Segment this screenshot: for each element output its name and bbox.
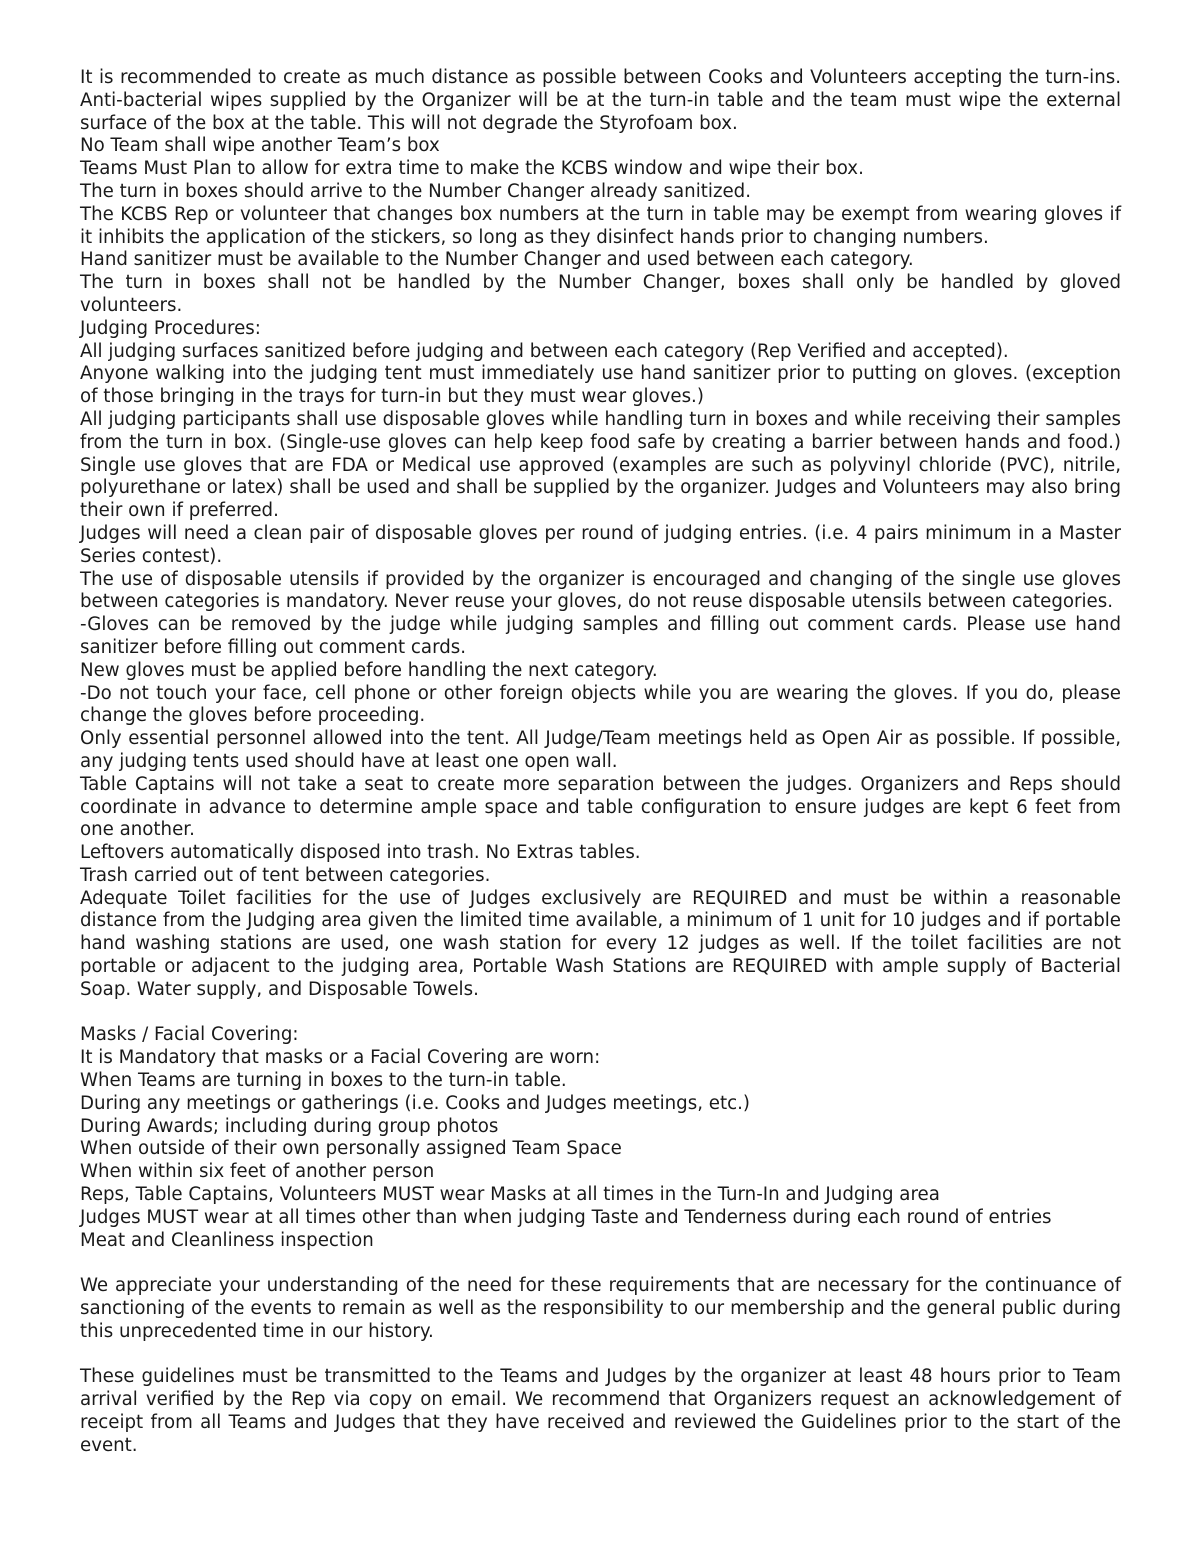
paragraph-no-team-wipe: No Team shall wipe another Team’s box	[80, 135, 440, 157]
blank-line	[80, 1002, 1121, 1025]
masks-item-turn-in: When Teams are turning in boxes to the turn-in table.	[80, 1070, 567, 1092]
masks-heading: Masks / Facial Covering:	[80, 1024, 299, 1046]
judging-procedures-heading: Judging Procedures:	[80, 317, 261, 339]
blank-line	[80, 1344, 1121, 1367]
paragraph-leftovers: Leftovers automatically disposed into trash. No Extras tables.	[80, 842, 641, 864]
masks-section	[80, 1024, 1121, 1252]
turn-in-and-judging-section	[80, 67, 1121, 1002]
paragraph-tent-sanitizer: Anyone walking into the judging tent must immediately use hand sanitizer prior to putting on gloves. (exception of those bringing in the trays for turn-in but they must wear gloves.)	[80, 363, 1121, 408]
masks-item-reps: Reps, Table Captains, Volunteers MUST wear Masks at all times in the Turn-In and Judging area	[80, 1184, 940, 1206]
paragraph-gloves-removed: -Gloves can be removed by the judge while judging samples and filling out comment cards. Please use hand sanitizer before filling out comment cards.	[80, 614, 1121, 658]
transmission-section	[80, 1366, 1121, 1457]
paragraph-toilet-facilities: Adequate Toilet facilities for the use of Judges exclusively are REQUIRED and must be within a reasonable distance from the Judging area given the limited time available, a minimum of 1 unit for 10 judges and if portable hand washing stations are used, one wash station for every 12 judges as well. If the toilet facilities are not portable or adjacent to the judging area, Portable Wash Stations are REQUIRED with ample supply of Bacterial Soap. Water supply, and Disposable Towels.	[80, 887, 1121, 1000]
paragraph-extra-time: Teams Must Plan to allow for extra time to make the KCBS window and wipe their box.	[80, 158, 864, 180]
paragraph-hand-sanitizer: Hand sanitizer must be available to the Number Changer and used between each category.	[80, 249, 914, 271]
paragraph-trash: Trash carried out of tent between categories.	[80, 864, 491, 886]
paragraph-surfaces-sanitized: All judging surfaces sanitized before judging and between each category (Rep Verified and accepted).	[80, 340, 1009, 362]
paragraph-new-gloves: New gloves must be applied before handling the next category.	[80, 659, 658, 681]
paragraph-gloves-per-round: Judges will need a clean pair of disposable gloves per round of judging entries. (i.e. 4 pairs minimum in a Master Series contest).	[80, 522, 1121, 567]
blank-line	[80, 1252, 1121, 1275]
paragraph-guidelines-transmitted: These guidelines must be transmitted to the Teams and Judges by the organizer at least 48 hours prior to Team arrival verified by the Rep via copy on email. We recommend that Organizers request an acknowledgement of receipt from all Teams and Judges that they have received and reviewed the Guidelines prior to the start of the event.	[80, 1366, 1121, 1456]
paragraph-do-not-touch-face: -Do not touch your face, cell phone or other foreign objects while you are wearing the gloves. If you do, please change the gloves before proceeding.	[80, 682, 1121, 727]
masks-item-judges: Judges MUST wear at all times other than when judging Taste and Tenderness during each round of entries	[80, 1206, 1052, 1228]
masks-item-inspection: Meat and Cleanliness inspection	[80, 1229, 374, 1251]
masks-item-team-space: When outside of their own personally assigned Team Space	[80, 1138, 622, 1160]
paragraph-rep-gloves-exempt: The KCBS Rep or volunteer that changes box numbers at the turn in table may be exempt from wearing gloves if it inhibits the application of the stickers, so long as they disinfect hands prior to changing numbers.	[80, 203, 1121, 248]
masks-item-awards: During Awards; including during group photos	[80, 1115, 499, 1137]
paragraph-essential-personnel: Only essential personnel allowed into the tent. All Judge/Team meetings held as Open Air as possible. If possible, any judging tents used should have at least one open wall.	[80, 728, 1121, 772]
document-page	[80, 67, 1121, 1458]
paragraph-distance-wipes: It is recommended to create as much distance as possible between Cooks and Volunteers accepting the turn-ins. Anti-bacterial wipes supplied by the Organizer will be at the turn-in table and the team must wipe the external surface of the box at the table. This will not degrade the Styrofoam box.	[80, 67, 1121, 134]
masks-item-meetings: During any meetings or gatherings (i.e. Cooks and Judges meetings, etc.)	[80, 1092, 750, 1114]
paragraph-appreciation: We appreciate your understanding of the need for these requirements that are necessary for the continuance of sanctioning of the events to remain as well as the responsibility to our membership and the general public during this unprecedented time in our history.	[80, 1275, 1121, 1342]
paragraph-table-captains: Table Captains will not take a seat to create more separation between the judges. Organizers and Reps should coordinate in advance to determine ample space and table configuration to ensure judges are kept 6 feet from one another.	[80, 773, 1121, 841]
paragraph-disposable-utensils: The use of disposable utensils if provided by the organizer is encouraged and changing of the single use gloves between categories is mandatory. Never reuse your gloves, do not reuse disposable utensils between categories.	[80, 568, 1121, 613]
paragraph-boxes-handling: The turn in boxes shall not be handled by the Number Changer, boxes shall only be handled by gloved volunteers.	[80, 272, 1121, 316]
appreciation-section	[80, 1275, 1121, 1343]
masks-item-six-feet: When within six feet of another person	[80, 1161, 435, 1183]
paragraph-disposable-gloves: All judging participants shall use disposable gloves while handling turn in boxes and while receiving their samples from the turn in box. (Single-use gloves can help keep food safe by creating a barrier between hands and food.) Single use gloves that are FDA or Medical use approved (examples are such as polyvinyl chloride (PVC), nitrile, polyurethane or latex) shall be used and shall be supplied by the organizer. Judges and Volunteers may also bring their own if preferred.	[80, 408, 1121, 522]
paragraph-boxes-sanitized: The turn in boxes should arrive to the Number Changer already sanitized.	[80, 180, 752, 202]
masks-mandatory: It is Mandatory that masks or a Facial Covering are worn:	[80, 1047, 601, 1069]
